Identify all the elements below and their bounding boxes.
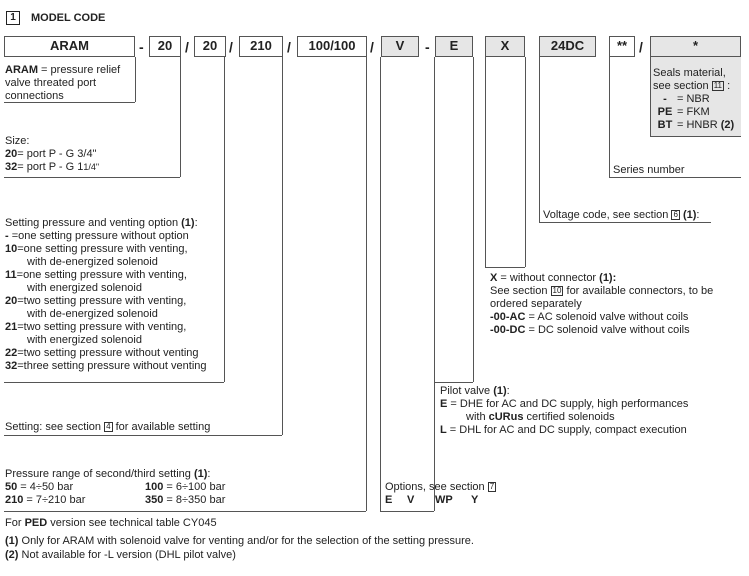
sep-dash-2: - [425, 39, 430, 55]
leader-voltage-h [539, 222, 711, 223]
leader-pressure-h [4, 511, 366, 512]
setting-ref: 4 [106, 422, 111, 431]
leader-pressure-v [366, 57, 367, 511]
leader-size-h [4, 177, 180, 178]
leader-option-v [224, 57, 225, 382]
leader-connector-v2 [525, 57, 526, 267]
aram-desc: ARAM = pressure relief valve threated port connections [5, 64, 121, 102]
code-voltage: 24DC [539, 36, 596, 57]
code-pilot-valve: V [381, 36, 419, 57]
code-options: E [435, 36, 473, 57]
leader-options-v1 [380, 57, 381, 511]
leader-aram-v [135, 57, 136, 102]
footnote-2: (2) Not available for -L version (DHL pilot valve) [5, 549, 236, 561]
sep-slash-3: / [287, 39, 291, 55]
leader-voltage-v [539, 57, 540, 222]
leader-option-h [4, 382, 224, 383]
voltage-ref: 6 [673, 210, 678, 219]
ped-note: For PED version see technical table CY045 [5, 517, 217, 529]
leader-series-h [609, 177, 741, 178]
sep-slash-2: / [229, 39, 233, 55]
code-series: ** [609, 36, 635, 57]
series-desc: Series number [613, 164, 685, 176]
sep-slash-1: / [185, 39, 189, 55]
options-ref: 7 [489, 482, 495, 491]
leader-series-v [609, 57, 610, 177]
section-title: MODEL CODE [31, 12, 106, 24]
sep-slash-4: / [370, 39, 374, 55]
leader-seals-v [650, 57, 651, 136]
leader-setting-h [4, 435, 282, 436]
voltage-desc: Voltage code, see section 6 (1): [543, 209, 700, 221]
leader-pilot-h [434, 382, 473, 383]
setting-desc: Setting: see section 4 for available setting [5, 421, 211, 433]
code-setting: 210 [239, 36, 283, 57]
code-pressure-range: 100/100 [297, 36, 367, 57]
seals-ref: 11 [713, 81, 723, 90]
connector-ref: 10 [552, 286, 562, 295]
connector-desc: X = without connector (1): See section 10 for available connectors, to be ordered separately -00-AC = AC solenoid valve without coils -00-DC = DC solenoid valve without coils [490, 272, 714, 336]
leader-setting-v [282, 57, 283, 435]
setting-option-desc: Setting pressure and venting option (1): - =one setting pressure without option 10=one setting pressure with venting, with de-energized solenoid 11=one setting pressure with venting, with energized solenoid 20=two setting pressure with venting, with de-energized solenoid 21=two setting pressure with venting, with energized solenoid 22=two setting pressure without venting 32=three setting pressure without venting [5, 217, 207, 372]
section-number: 1 [6, 11, 20, 25]
sep-dash-1: - [139, 39, 144, 55]
code-size: 20 [149, 36, 181, 57]
pilot-valve-desc: Pilot valve (1): E = DHE for AC and DC supply, high performances with cURus certified solenoids L = DHL for AC and DC supply, compact execution [440, 385, 689, 436]
seals-desc: Seals material, see section 11 : - = NBR PE = FKM BT = HNBR (2) [653, 67, 735, 131]
code-setting-option: 20 [194, 36, 226, 57]
leader-size-v [180, 57, 181, 177]
leader-pilot-v [473, 57, 474, 382]
size-desc: Size: 20= port P - G 3/4" 32= port P - G 11/4" [5, 135, 100, 173]
footnote-1: (1) Only for ARAM with solenoid valve for venting and/or for the selection of the setting pressure. [5, 535, 474, 547]
code-aram: ARAM [4, 36, 135, 57]
leader-connector-v [485, 57, 486, 267]
leader-seals-h [650, 136, 741, 137]
sep-slash-5: / [639, 39, 643, 55]
pressure-range-desc: Pressure range of second/third setting (1): 50 = 4÷50 bar 100 = 6÷100 bar 210 = 7÷210 bar 350 = 8÷350 bar [5, 468, 226, 506]
leader-options-h [380, 511, 434, 512]
code-seals: * [650, 36, 741, 57]
options-desc: Options, see section 7 E V WP Y [385, 481, 495, 506]
leader-connector-h [485, 267, 525, 268]
leader-options-v2 [434, 57, 435, 511]
code-connector: X [485, 36, 525, 57]
